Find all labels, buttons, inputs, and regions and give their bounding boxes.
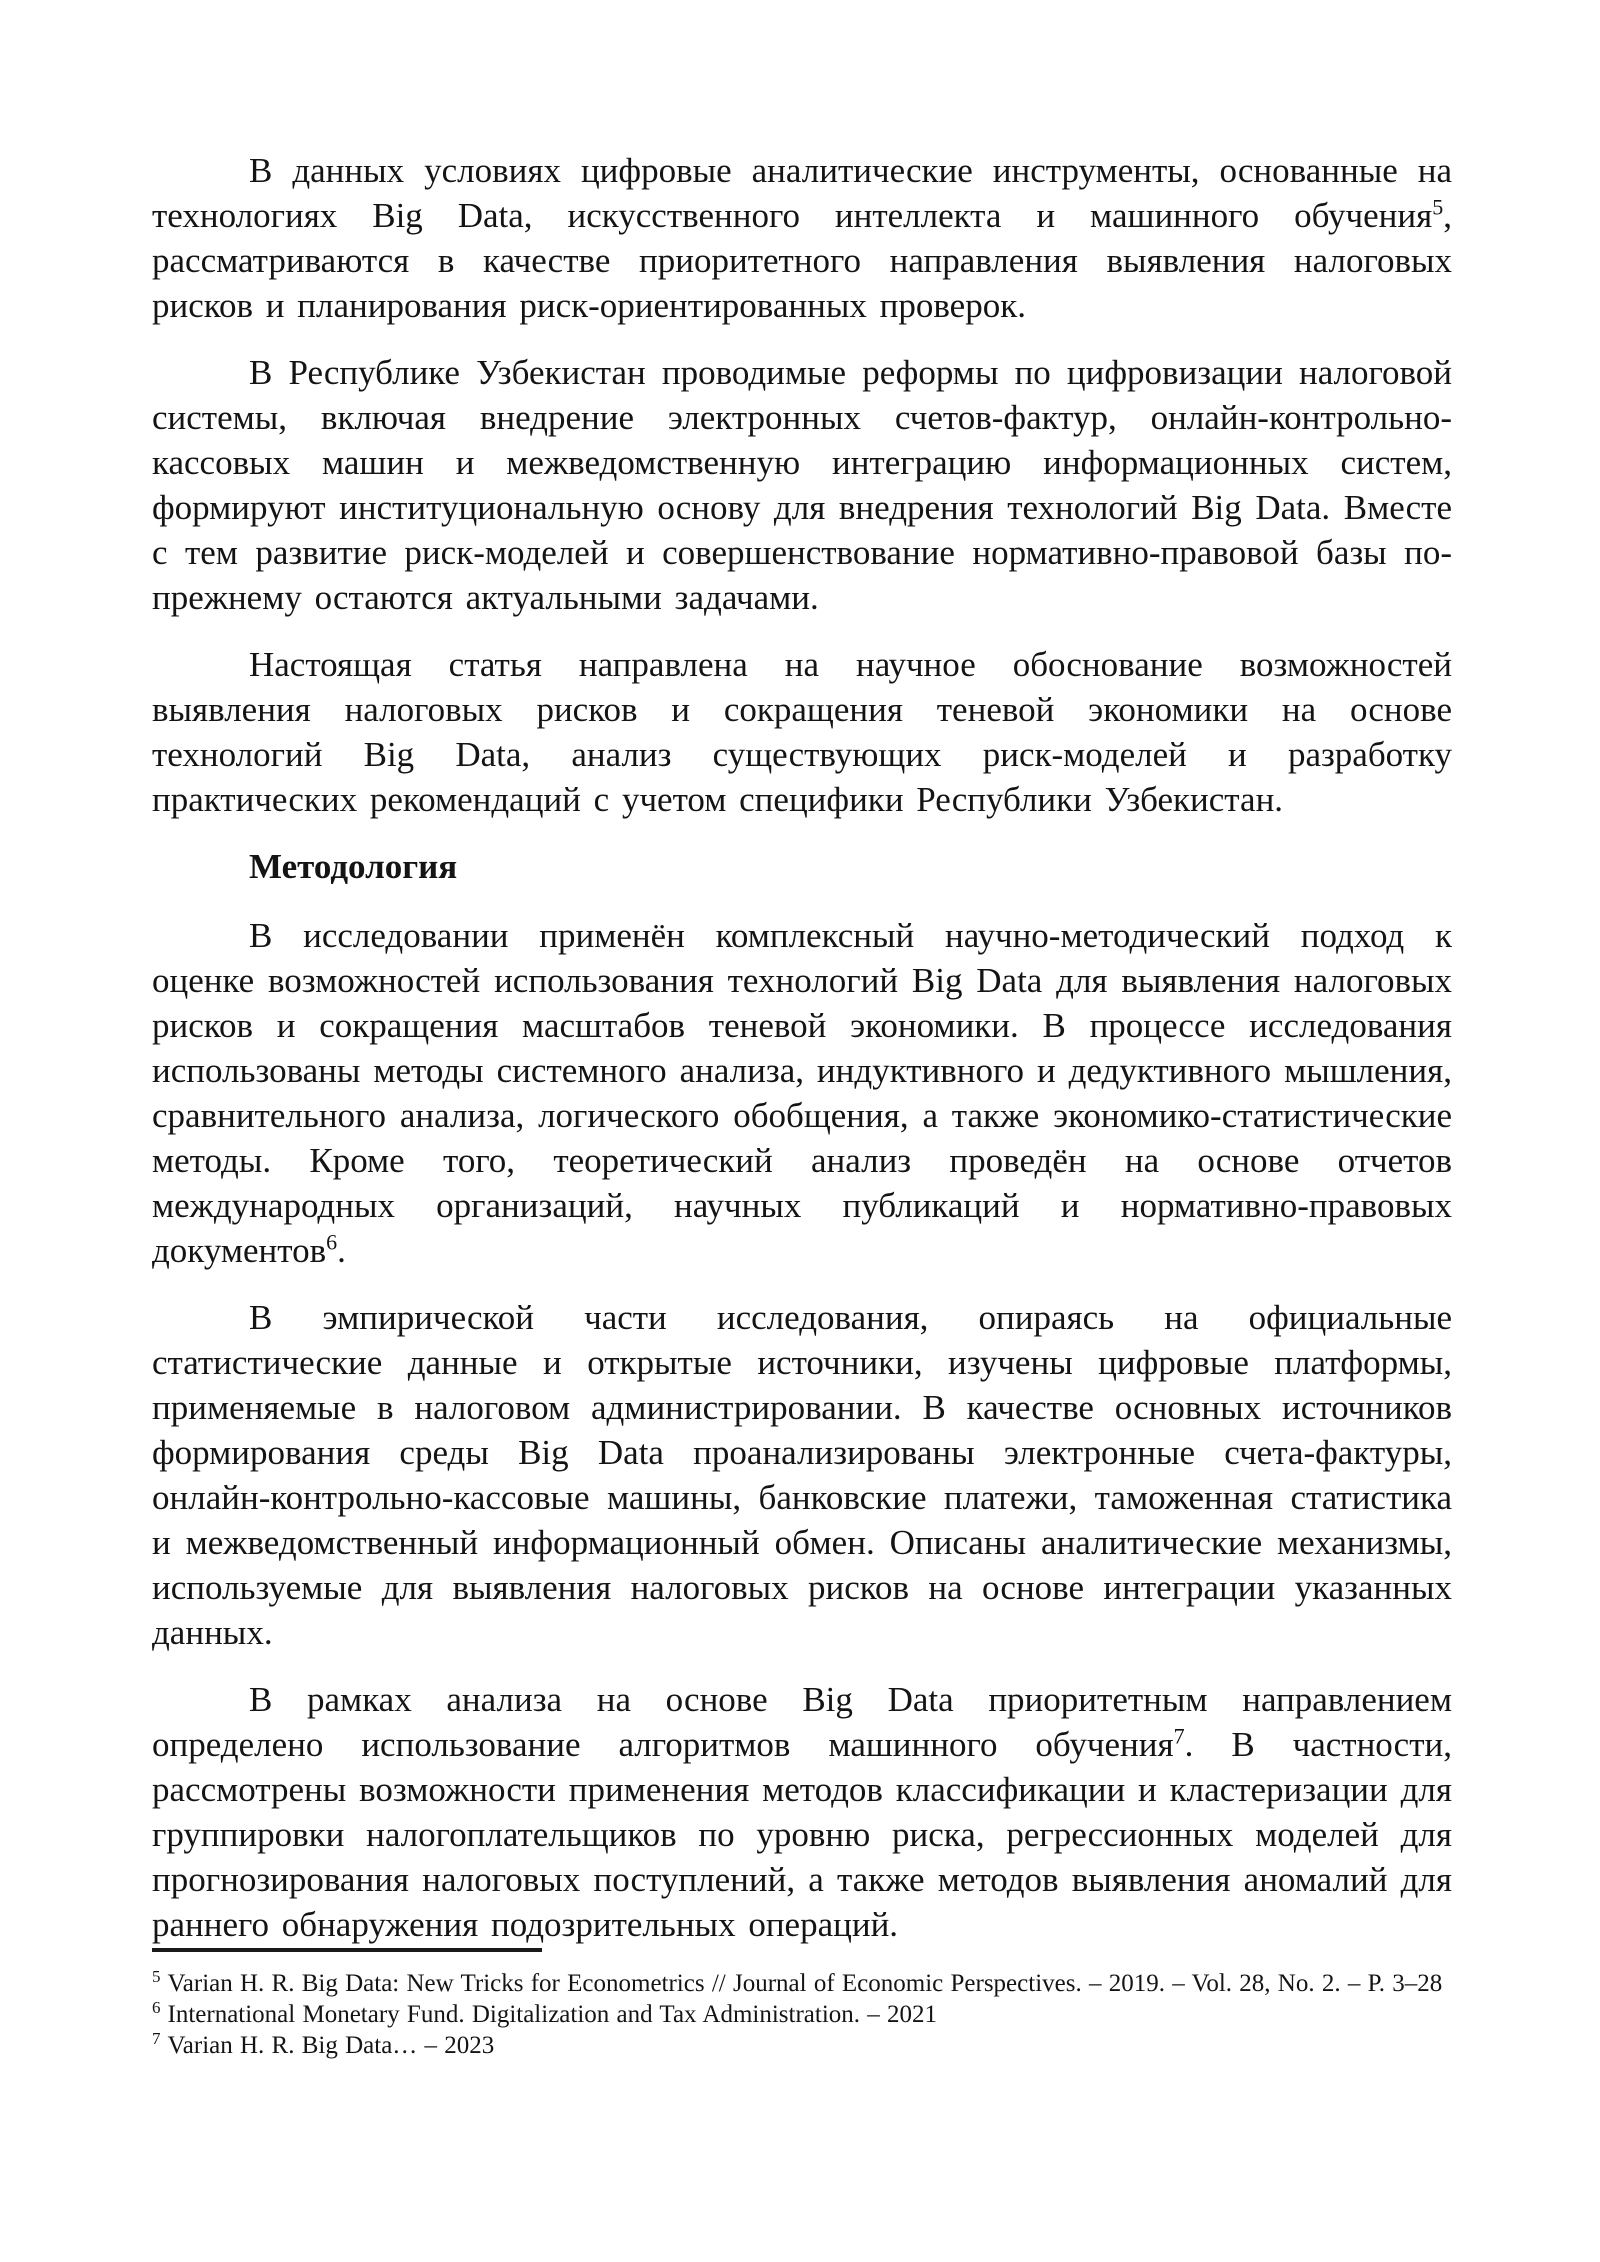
footnote-ref-6: 6 xyxy=(326,1229,338,1255)
footnotes-section xyxy=(152,1948,1452,2061)
footnote-7 xyxy=(152,2030,1452,2061)
paragraph-4-text: В исследовании применён комплексный научно-методический подход к оценке возможностей использования технологий Big Data для выявления налоговых рисков и сокращения масштабов теневой экономики. В процессе исследования использованы методы системного анализа, индуктивного и дедуктивного мышления, сравнительного анализа, логического обобщения, а также экономико-статистические методы. Кроме того, теоретический анализ проведён на основе отчетов международных организаций, научных публикаций и нормативно-правовых документов xyxy=(152,916,1452,1270)
paragraph-1 xyxy=(152,148,1452,328)
footnote-7-number: 7 xyxy=(152,2028,161,2048)
footnote-ref-5: 5 xyxy=(1432,194,1444,220)
footnote-5 xyxy=(152,1968,1452,1999)
footnote-7-text: Varian H. R. Big Data… – 2023 xyxy=(167,2032,495,2059)
article-body xyxy=(152,148,1452,1969)
paragraph-6-continuation: . В частности, рассмотрены возможности применения методов классификации и кластеризации для группировки налогоплательщиков по уровню риска, регрессионных моделей для прогнозирования налоговых поступлений, а также методов выявления аномалий для раннего обнаружения подозрительных операций. xyxy=(152,1725,1452,1944)
footnote-ref-7: 7 xyxy=(1173,1723,1185,1749)
paragraph-3-text: Настоящая статья направлена на научное обоснование возможностей выявления налоговых рисков и сокращения теневой экономики на основе технологий Big Data, анализ существующих риск-моделей и разработку практических рекомендаций с учетом специфики Республики Узбекистан. xyxy=(152,645,1452,819)
footnote-6-number: 6 xyxy=(152,1997,161,2017)
paragraph-4 xyxy=(152,913,1452,1273)
paragraph-1-continuation: , рассматриваются в качестве приоритетного направления выявления налоговых рисков и планирования риск-ориентированных проверок. xyxy=(152,196,1452,325)
paragraph-2-text: В Республике Узбекистан проводимые реформы по цифровизации налоговой системы, включая внедрение электронных счетов-фактур, онлайн-контрольно-кассовых машин и межведомственную интеграцию информационных систем, формируют институциональную основу для внедрения технологий Big Data. Вместе с тем развитие риск-моделей и совершенствование нормативно-правовой базы по-прежнему остаются актуальными задачами. xyxy=(152,353,1452,617)
paragraph-6-text: В рамках анализа на основе Big Data приоритетным направлением определено использование алгоритмов машинного обучения xyxy=(152,1680,1452,1764)
footnote-5-number: 5 xyxy=(152,1966,161,1986)
paragraph-1-text: В данных условиях цифровые аналитические инструменты, основанные на технологиях Big Data, искусственного интеллекта и машинного обучения xyxy=(152,151,1452,235)
footnote-6 xyxy=(152,1999,1452,2030)
paragraph-4-continuation: . xyxy=(337,1231,346,1270)
paragraph-2 xyxy=(152,350,1452,620)
paragraph-5-text: В эмпирической части исследования, опираясь на официальные статистические данные и открытые источники, изучены цифровые платформы, применяемые в налоговом администрировании. В качестве основных источников формирования среды Big Data проанализированы электронные счета-фактуры, онлайн-контрольно-кассовые машины, банковские платежи, таможенная статистика и межведомственный информационный обмен. Описаны аналитические механизмы, используемые для выявления налоговых рисков на основе интеграции указанных данных. xyxy=(152,1298,1452,1652)
section-heading-methodology: Методология xyxy=(249,847,458,886)
paragraph-6 xyxy=(152,1677,1452,1947)
paragraph-5 xyxy=(152,1295,1452,1655)
paragraph-3 xyxy=(152,642,1452,822)
footnote-separator xyxy=(152,1948,542,1952)
footnote-6-text: International Monetary Fund. Digitalization and Tax Administration. – 2021 xyxy=(167,2001,938,2028)
footnote-5-text: Varian H. R. Big Data: New Tricks for Econometrics // Journal of Economic Perspectives. – 2019. – Vol. 28, No. 2. – P. 3–28 xyxy=(167,1970,1443,1997)
